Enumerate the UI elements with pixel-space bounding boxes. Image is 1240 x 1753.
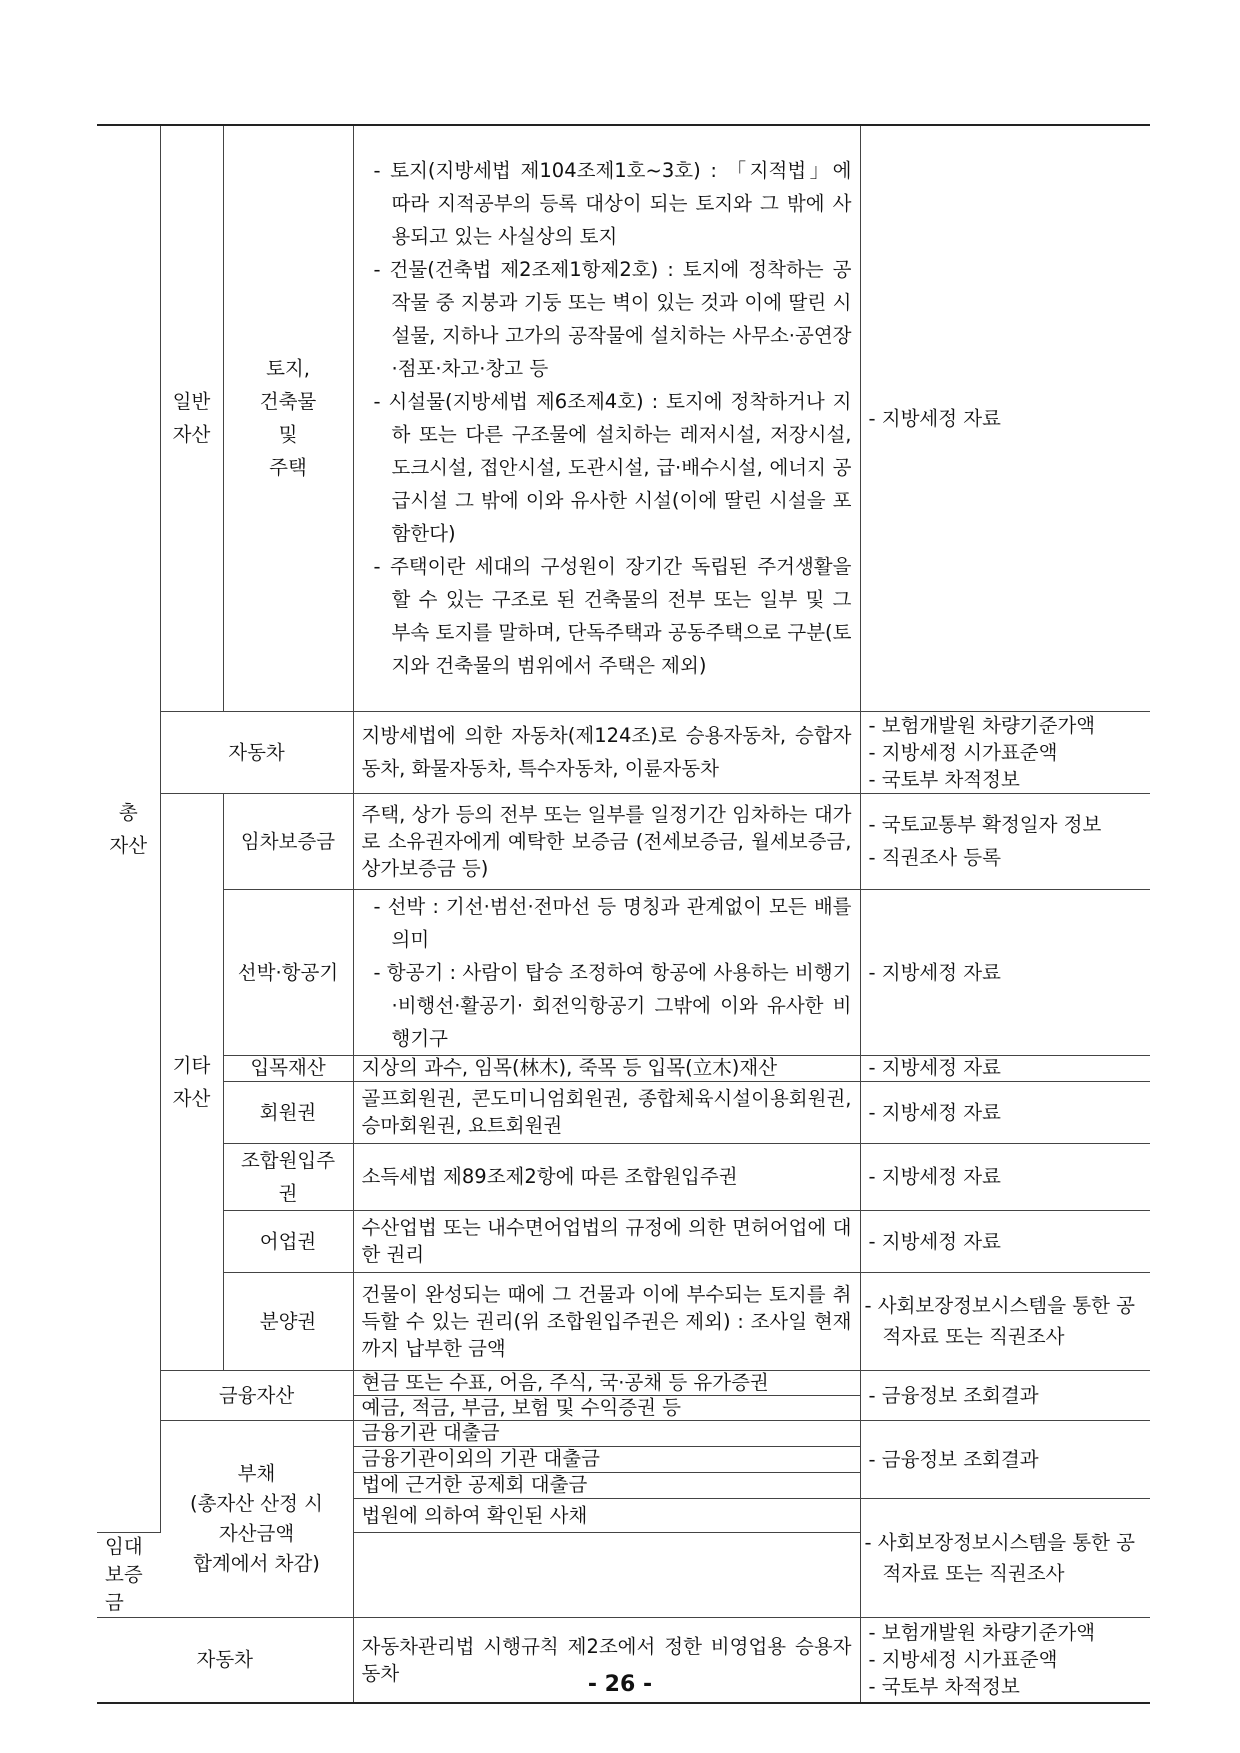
union-right-description: 소득세법 제89조제2항에 따른 조합원입주권 <box>353 1143 860 1210</box>
facility-definition: - 시설물(지방세법 제6조제4호) : 토지에 정착하거나 지하 또는 다른 구조물에 설치하는 레저시설, 저장시설, 도크시설, 접안시설, 도관시설, 급·배수시설, 에너지 공급시설 그 밖에 이와 유사한 시설(이에 딸린 시설을 포함한다) <box>373 390 852 546</box>
car2-description: 자동차관리법 시행규칙 제2조에서 정한 비영업용 승용자동차 <box>353 1617 860 1703</box>
table-row <box>97 1272 1150 1370</box>
membership-source: - 지방세정 자료 <box>860 1081 1150 1143</box>
financial-assets-label: 금융자산 <box>160 1370 353 1420</box>
debt-description-2: 금융기관이외의 기관 대출금 <box>353 1446 860 1472</box>
presale-right-label: 분양권 <box>223 1272 353 1370</box>
table-row <box>97 1370 1150 1395</box>
asset-table <box>97 124 1150 1704</box>
debt-description-1: 금융기관 대출금 <box>353 1420 860 1446</box>
table-row <box>97 1143 1150 1210</box>
table-row <box>97 125 1150 711</box>
car-description: 지방세법에 의한 자동차(제124조)로 승용자동차, 승합자동차, 화물자동차, 특수자동차, 이륜자동차 <box>353 711 860 793</box>
table-row <box>97 889 1150 1055</box>
fishing-right-label: 어업권 <box>223 1210 353 1272</box>
car2-source: - 보험개발원 차량기준가액 - 지방세정 시가표준액 - 국토부 차적정보 <box>860 1617 1150 1703</box>
debt-source-2: - 사회보장정보시스템을 통한 공적자료 또는 직권조사 <box>860 1498 1150 1617</box>
fishing-right-description: 수산업법 또는 내수면어업법의 규정에 의한 면허어업에 대한 권리 <box>353 1210 860 1272</box>
table-row <box>97 711 1150 793</box>
debt-description-3: 법에 근거한 공제회 대출금 <box>353 1472 860 1498</box>
financial-description-2: 예금, 적금, 부금, 보험 및 수익증권 등 <box>353 1395 860 1420</box>
fishing-right-source: - 지방세정 자료 <box>860 1210 1150 1272</box>
deposit-description: 주택, 상가 등의 전부 또는 일부를 일정기간 임차하는 대가로 소유권자에게 예탁한 보증금 (전세보증금, 월세보증금, 상가보증금 등) <box>353 793 860 889</box>
building-definition: - 건물(건축법 제2조제1항제2호) : 토지에 정착하는 공작물 중 지붕과 기둥 또는 벽이 있는 것과 이에 딸린 시설물, 지하나 고가의 공작물에 설치하는 사무소·공연장·점포·차고·창고 등 <box>373 258 852 381</box>
house-definition: - 주택이란 세대의 구성원이 장기간 독립된 주거생활을 할 수 있는 구조로 된 건축물의 전부 또는 일부 및 그 부속 토지를 말하며, 단독주택과 공동주택으로 구분(토지와 건축물의 범위에서 주택은 제외) <box>373 555 852 678</box>
timber-label: 입목재산 <box>223 1055 353 1081</box>
deposit-label: 임차보증금 <box>223 793 353 889</box>
table-row <box>97 1081 1150 1143</box>
debt-description-4: 법원에 의하여 확인된 사채 <box>353 1498 860 1532</box>
page-number: - 26 - <box>587 1672 653 1697</box>
presale-right-source: - 사회보장정보시스템을 통한 공적자료 또는 직권조사 <box>860 1272 1150 1370</box>
union-right-label: 조합원입주권 <box>223 1143 353 1210</box>
car-source: - 보험개발원 차량기준가액 - 지방세정 시가표준액 - 국토부 차적정보 <box>860 711 1150 793</box>
table-row <box>97 1055 1150 1081</box>
timber-source: - 지방세정 자료 <box>860 1055 1150 1081</box>
land-building-source: - 지방세정 자료 <box>860 125 1150 711</box>
car-label: 자동차 <box>160 711 353 793</box>
land-building-description <box>353 125 860 711</box>
general-assets-label: 일반 자산 <box>160 125 223 711</box>
financial-description-1: 현금 또는 수표, 어음, 주식, 국·공채 등 유가증권 <box>353 1370 860 1395</box>
other-assets-label: 기타 자산 <box>160 793 223 1370</box>
table-row <box>97 1420 1150 1446</box>
ship-aircraft-description: - 선박 : 기선·범선·전마선 등 명칭과 관계없이 모든 배를 의미 - 항공기 : 사람이 탑승 조정하여 항공에 사용하는 비행기·비행선·활공기· 회전익항공기 그밖에 이와 유사한 비행기구 <box>353 889 860 1055</box>
land-building-label: 토지, 건축물 및 주택 <box>223 125 353 711</box>
table-row <box>97 793 1150 889</box>
membership-label: 회원권 <box>223 1081 353 1143</box>
debt-source-1: - 금융정보 조회결과 <box>860 1420 1150 1498</box>
financial-source: - 금융정보 조회결과 <box>860 1370 1150 1420</box>
membership-description: 골프회원권, 콘도미니엄회원권, 종합체육시설이용회원권, 승마회원권, 요트회원권 <box>353 1081 860 1143</box>
car2-label: 자동차 <box>97 1617 353 1703</box>
document-page <box>97 124 1150 1704</box>
table-row <box>97 1210 1150 1272</box>
land-definition: - 토지(지방세법 제104조제1호~3호) : 「지적법」에 따라 지적공부의 등록 대상이 되는 토지와 그 밖에 사용되고 있는 사실상의 토지 <box>373 159 852 249</box>
union-right-source: - 지방세정 자료 <box>860 1143 1150 1210</box>
debt-label: 부채 (총자산 산정 시 자산금액 합계에서 차감) <box>160 1420 353 1617</box>
deposit-source: - 국토교통부 확정일자 정보 - 직권조사 등록 <box>860 793 1150 889</box>
debt-description-5: 임대보증금 <box>97 1532 160 1617</box>
ship-aircraft-label: 선박·항공기 <box>223 889 353 1055</box>
presale-right-description: 건물이 완성되는 때에 그 건물과 이에 부수되는 토지를 취득할 수 있는 권리(위 조합원입주권은 제외) : 조사일 현재까지 납부한 금액 <box>353 1272 860 1370</box>
total-assets-label: 총 자산 <box>97 125 160 1532</box>
ship-aircraft-source: - 지방세정 자료 <box>860 889 1150 1055</box>
timber-description: 지상의 과수, 임목(林木), 죽목 등 입목(立木)재산 <box>353 1055 860 1081</box>
